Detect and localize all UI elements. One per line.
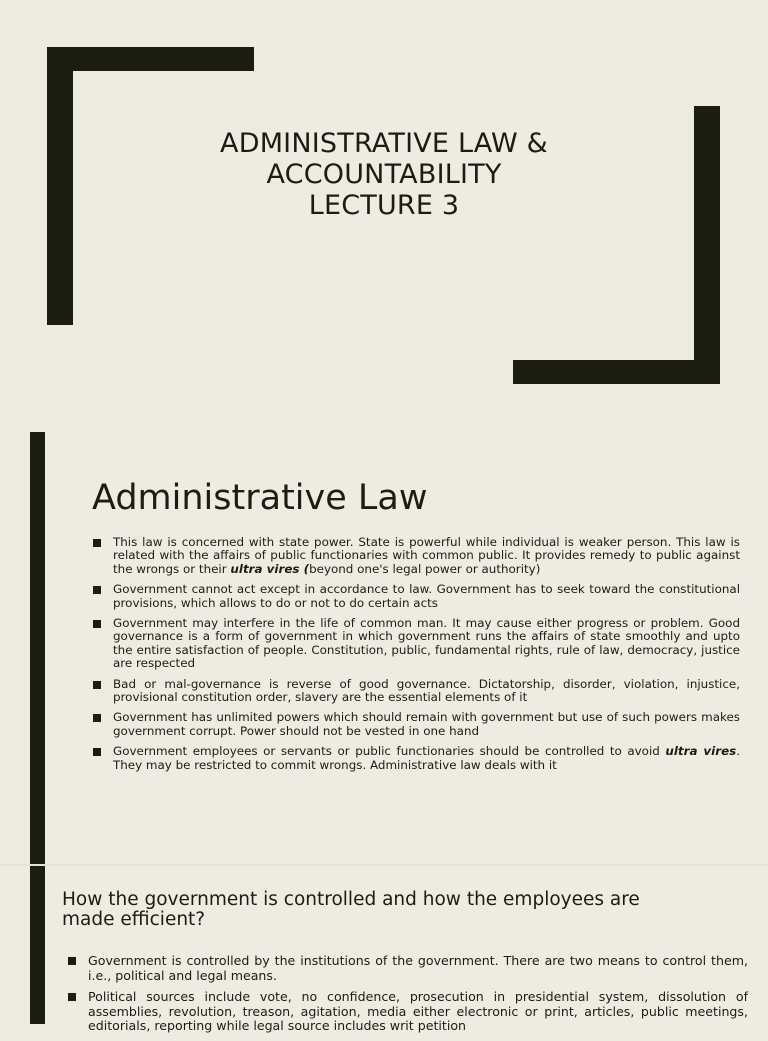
list-item <box>92 617 740 671</box>
square-bullet-icon <box>93 586 101 594</box>
bullet-text: . They may be restricted to commit wrongs. Administrative law deals with it <box>113 744 740 772</box>
square-bullet-icon <box>93 748 101 756</box>
government-control-slide <box>0 866 768 1034</box>
square-bullet-icon <box>68 957 76 965</box>
bullet-text: Political sources include vote, no confidence, prosecution in presidential system, dissolution of assemblies, revolution, treason, agitation, media either electronic or print, articles, public meetings, editorials, reporting while legal source includes writ petition <box>88 989 748 1034</box>
presentation-title <box>160 128 608 221</box>
corner-bracket-top-left-vertical <box>47 47 73 325</box>
bullet-list <box>67 954 748 1041</box>
title-line-3: LECTURE 3 <box>308 190 460 221</box>
square-bullet-icon <box>93 681 101 689</box>
bullet-text: Government employees or servants or public functionaries should be controlled to avoid <box>113 744 666 759</box>
title-slide <box>0 0 768 432</box>
list-item <box>92 583 740 610</box>
list-item <box>67 990 748 1034</box>
emphasis-text: ultra vires <box>665 744 737 759</box>
corner-bracket-bottom-right-horizontal <box>513 360 720 384</box>
square-bullet-icon <box>93 714 101 722</box>
list-item <box>92 711 740 738</box>
square-bullet-icon <box>93 620 101 628</box>
list-item <box>67 954 748 983</box>
list-item <box>92 745 740 772</box>
list-item <box>92 536 740 576</box>
bullet-text: Government has unlimited powers which should remain with government but use of such powers makes government corrupt. Power should not be vested in one hand <box>113 710 740 738</box>
bullet-text: beyond one's legal power or authority) <box>309 561 541 576</box>
corner-bracket-bottom-right-vertical <box>694 106 720 384</box>
bullet-text: Government may interfere in the life of common man. It may cause either progress or problem. Good governance is a form of government in which government runs the affairs of state smoothly and upto the entire satisfaction of people. Constitution, public, fundamental rights, rule of law, democracy, justice are respected <box>113 616 740 671</box>
emphasis-text: ultra vires ( <box>230 561 310 576</box>
bullet-text: Government is controlled by the institutions of the government. There are two means to control them, i.e., political and legal means. <box>88 953 748 983</box>
left-accent-bar <box>30 866 45 1024</box>
bullet-text: Bad or mal-governance is reverse of good governance. Dictatorship, disorder, violation, injustice, provisional constitution order, slavery are the essential elements of it <box>113 676 740 705</box>
slide-heading: How the government is controlled and how the employees are made efficient? <box>62 889 640 930</box>
corner-bracket-top-left-horizontal <box>47 47 254 71</box>
title-line-1: ADMINISTRATIVE LAW & <box>220 128 548 159</box>
bullet-text: Government cannot act except in accordance to law. Government has to seek toward the constitutional provisions, which allows to do or not to do certain acts <box>113 582 740 610</box>
bullet-text: This law is concerned with state power. State is powerful while individual is weaker person. This law is related with the affairs of public functionaries with common public. It provides remedy to public against the wrongs or their <box>113 535 740 576</box>
list-item <box>92 678 740 705</box>
left-accent-bar <box>30 432 45 864</box>
square-bullet-icon <box>68 993 76 1001</box>
title-line-2: ACCOUNTABILITY <box>266 159 502 190</box>
administrative-law-slide <box>0 432 768 864</box>
bullet-list <box>92 536 740 779</box>
slide-heading: Administrative Law <box>92 478 428 518</box>
square-bullet-icon <box>93 539 101 547</box>
